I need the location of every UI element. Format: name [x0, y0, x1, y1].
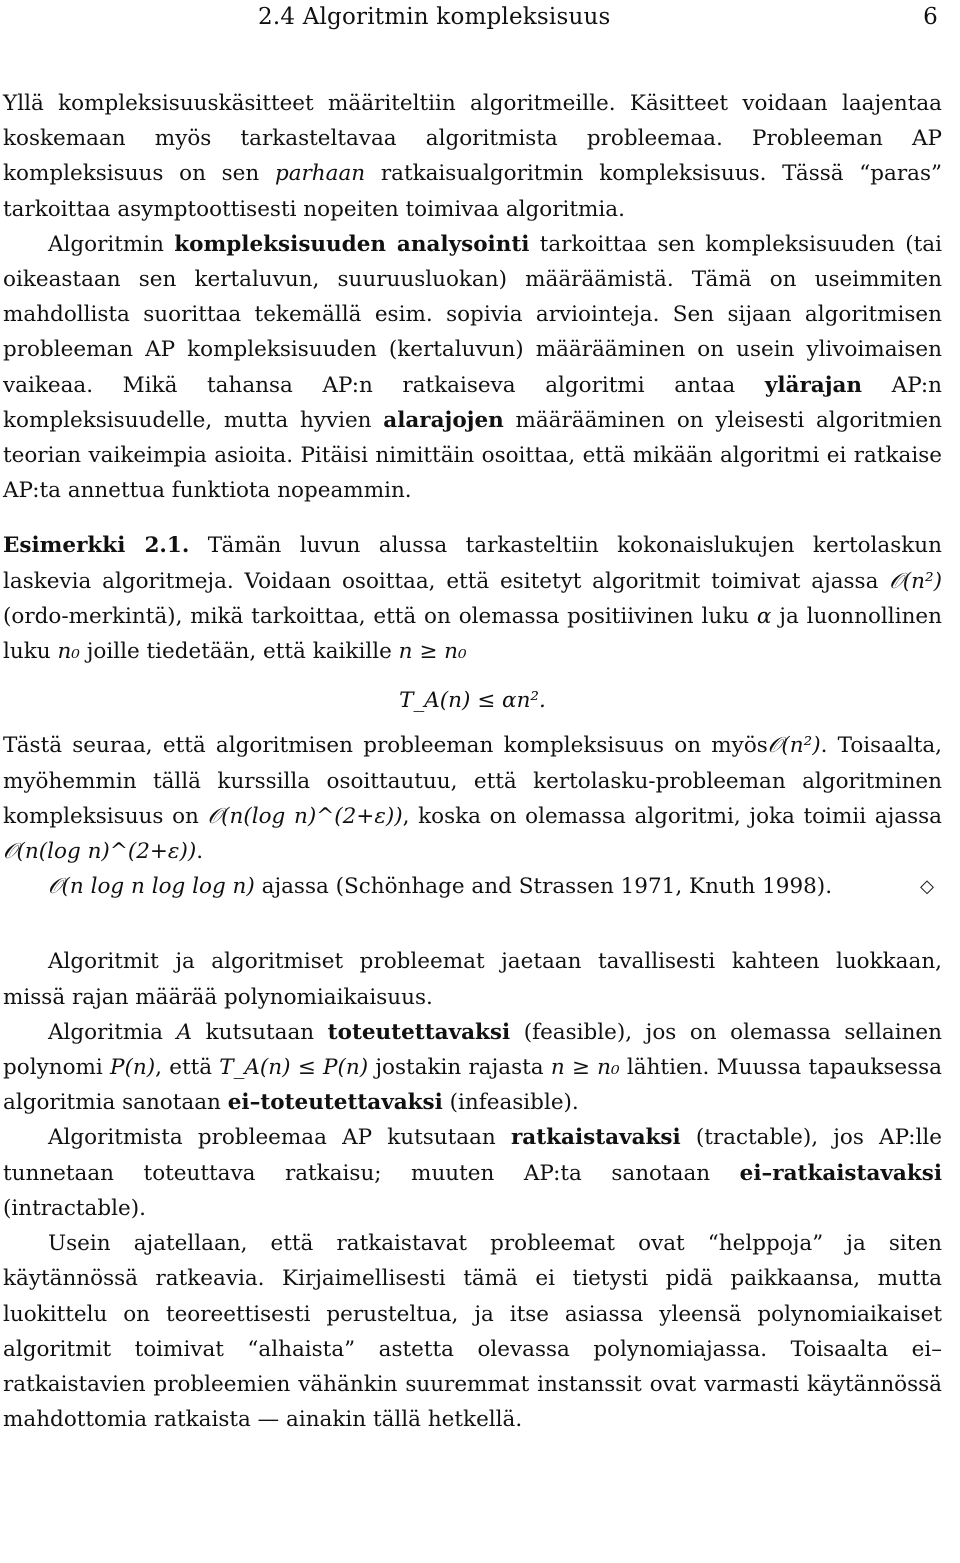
math-inline: 𝒪(n(log n)^(2+ε)): [3, 839, 197, 865]
text-run: määrääminen on yleisesti algoritmien teorian vaikeimpia asioita. Pitäisi nimittäin osoittaa, että mikään algoritmi ei ratkaise AP:ta annettua funktiota nopeammin.: [3, 407, 942, 504]
text-run: Algoritmin: [48, 231, 175, 257]
qed-diamond-icon: ◇: [920, 876, 934, 898]
paragraph-practical: Usein ajatellaan, että ratkaistavat probleemat ovat “helppoja” ja siten käytännössä ratkeavia. Kirjaimellisesti tämä ei tietysti pidä paikkaansa, mutta luokittelu on teoreettisesti perusteltua, ja itse asiassa yleensä polynomiaikaiset algoritmit toimivat “alhaista” astetta olevassa polynomiajassa. Toisaalta ei–ratkaistavien probleemien vähänkin suuremmat instanssit ovat varmasti käytännössä mahdottomia ratkaista — ainakin tällä hetkellä.: [3, 1231, 942, 1433]
text-run: (feasible), jos on olemassa sellainen polynomi: [3, 1019, 942, 1081]
math-inline: 𝒪(n log n log log n): [48, 874, 255, 900]
paragraph-example-cont: [3, 728, 942, 869]
paragraph-tractable: [3, 1120, 942, 1226]
paragraph-example-end: [3, 869, 942, 904]
math-inline: T_A(n) ≤ P(n): [219, 1055, 369, 1081]
running-header: [258, 0, 938, 34]
text-run: jostakin rajasta: [368, 1055, 551, 1081]
math-inline: A: [176, 1019, 193, 1045]
text-run: Algoritmia: [48, 1019, 177, 1045]
math-inline: n ≥ n₀: [398, 639, 467, 665]
text-run: , että: [155, 1055, 220, 1081]
example-block: [3, 528, 942, 669]
text-run: (infeasible).: [442, 1090, 579, 1116]
math-inline: 𝒪(n²): [767, 733, 821, 759]
defined-term: toteutettavaksi: [327, 1019, 511, 1045]
example-label: Esimerkki 2.1.: [3, 533, 190, 559]
text-run: (tractable), jos AP:lle tunnetaan toteuttava ratkaisu; muuten AP:ta sanotaan: [3, 1125, 942, 1186]
math-inline: α: [756, 603, 772, 629]
text-run: lähtien. Muussa tapauksessa algoritmia sanotaan: [3, 1055, 942, 1116]
text-run: Yllä kompleksisuuskäsitteet määriteltiin algoritmeille. Käsitteet voidaan laajentaa koskemaan myös tarkasteltavaa algoritmista probleemaa. Probleeman AP kompleksisuus on sen: [3, 91, 942, 187]
emphasis: parhaan: [274, 161, 366, 187]
math-inline: n ≥ n₀: [550, 1055, 620, 1081]
paragraph-feasible: [3, 1015, 942, 1121]
section-title: 2.4 Algoritmin kompleksisuus: [258, 4, 611, 30]
body-text: [3, 86, 942, 1437]
display-equation: T_A(n) ≤ αn².: [399, 688, 546, 714]
text-run: kutsutaan: [192, 1019, 328, 1045]
text-run: .: [196, 839, 204, 865]
defined-term: ei–ratkaistavaksi: [739, 1160, 942, 1186]
defined-term: ylärajan: [764, 372, 863, 398]
math-inline: n₀: [57, 639, 80, 665]
text-run: (ordo-merkintä), mikä tarkoittaa, että on olemassa positiivinen luku: [3, 603, 757, 629]
math-inline: 𝒪(n²): [889, 568, 942, 594]
text-run: (intractable).: [3, 1195, 146, 1221]
paragraph-analysis: [3, 227, 942, 509]
text-run: AP:n kompleksisuudelle, mutta hyvien: [3, 372, 942, 433]
defined-term: ei–toteutettavaksi: [227, 1090, 443, 1116]
text-run: ja luonnollinen luku: [3, 603, 942, 665]
text-run: ratkaisualgoritmin kompleksisuus. Tässä “paras” tarkoittaa asymptoottisesti nopeiten toimivaa algoritmia.: [3, 161, 942, 222]
page-number: 6: [923, 4, 938, 30]
text-run: Algoritmista probleemaa AP kutsutaan: [48, 1125, 511, 1151]
text-run: Tästä seuraa, että algoritmisen probleeman kompleksisuus on myös: [3, 733, 768, 759]
defined-term: ratkaistavaksi: [510, 1125, 681, 1151]
paragraph-complexity-intro: [3, 86, 942, 227]
text-run: , koska on olemassa algoritmi, joka toimii ajassa: [402, 803, 942, 829]
defined-term: kompleksisuuden analysointi: [174, 231, 530, 257]
text-run: . Toisaalta, myöhemmin tällä kurssilla osoittautuu, että kertolasku-probleeman algoritminen kompleksisuus on: [3, 733, 942, 829]
defined-term: alarajojen: [383, 407, 504, 433]
math-inline: P(n): [110, 1055, 156, 1081]
math-inline: 𝒪(n(log n)^(2+ε)): [207, 803, 403, 829]
paragraph-classes: Algoritmit ja algoritmiset probleemat jaetaan tavallisesti kahteen luokkaan, missä rajan määrää polynomiaikaisuus.: [3, 949, 942, 1010]
text-run: Tämän luvun alussa tarkasteltiin kokonaislukujen kertolaskun laskevia algoritmeja. Voidaan osoittaa, että esitetyt algoritmit toimivat ajassa: [3, 533, 942, 594]
text-run: joille tiedetään, että kaikille: [79, 639, 399, 665]
text-run: ajassa (Schönhage and Strassen 1971, Knuth 1998).: [254, 874, 833, 900]
text-run: tarkoittaa sen kompleksisuuden (tai oikeastaan sen kertaluvun, suuruusluokan) määräämistä. Tämä on useimmiten mahdollista suorittaa tekemällä esim. sopivia arviointeja. Sen sijaan algoritmisen probleeman AP kompleksisuuden (kertaluvun) määrääminen on usein ylivoimaisen vaikeaa. Mikä tahansa AP:n ratkaiseva algoritmi antaa: [3, 231, 942, 398]
